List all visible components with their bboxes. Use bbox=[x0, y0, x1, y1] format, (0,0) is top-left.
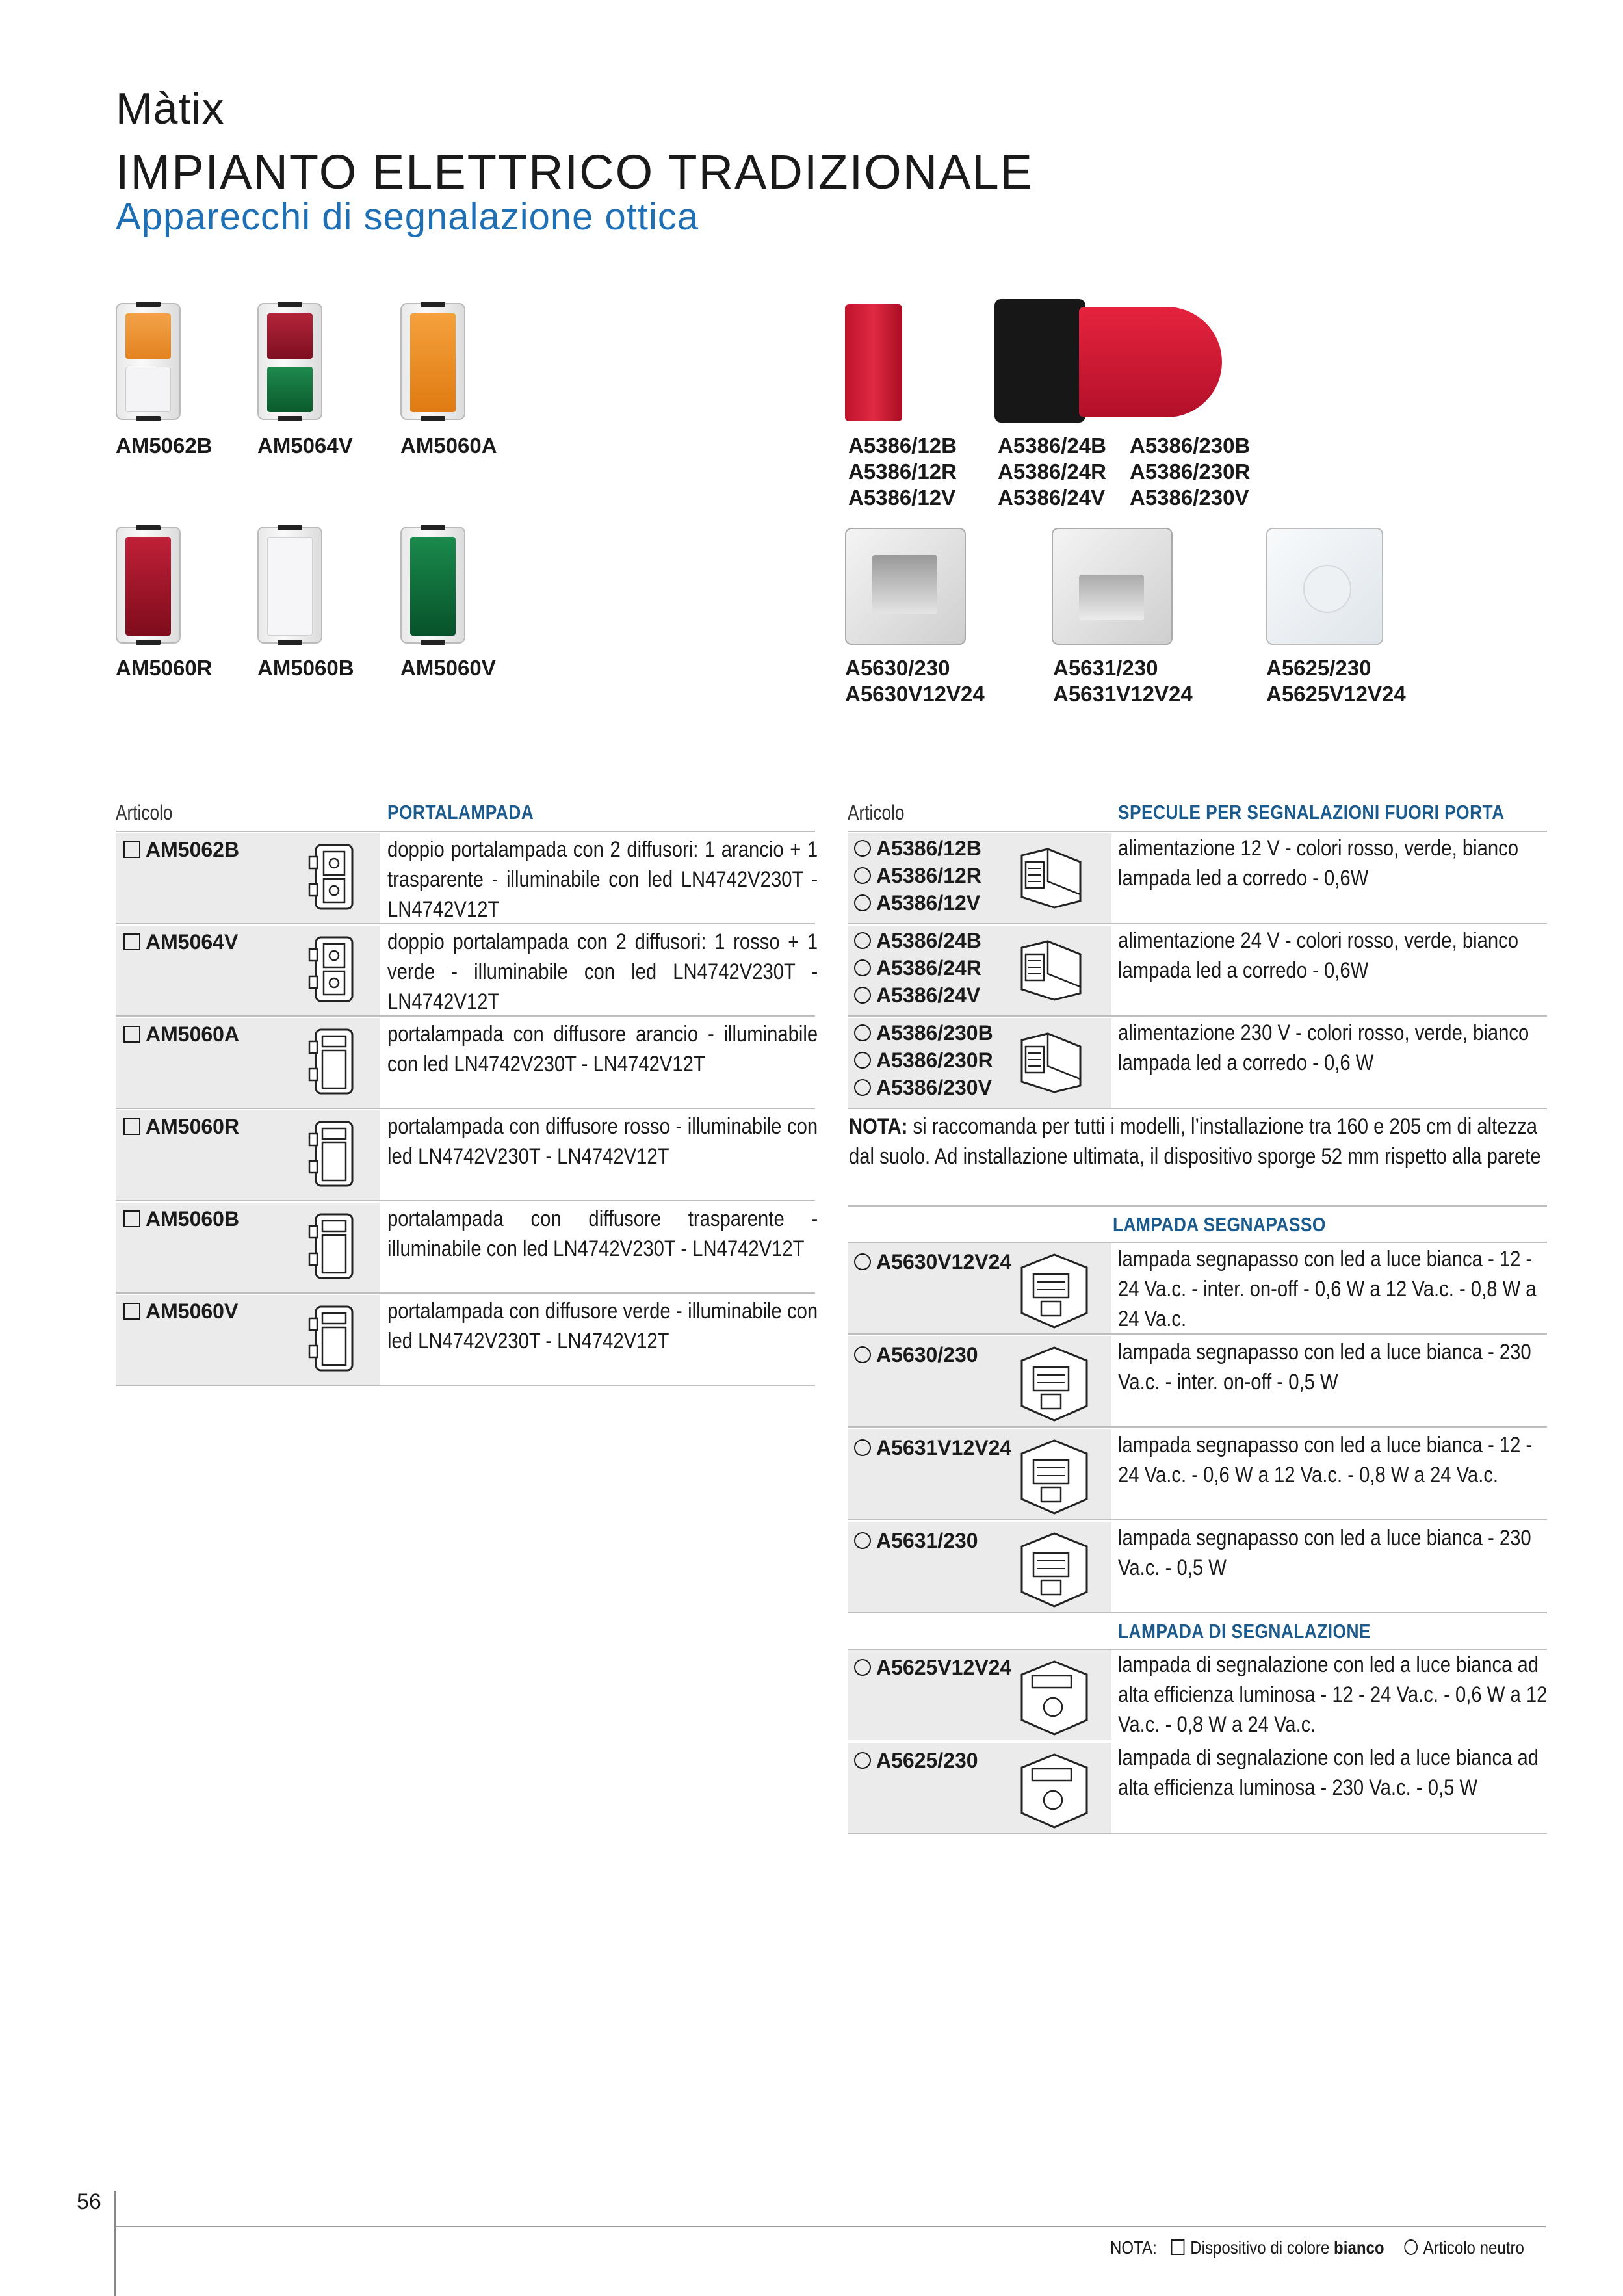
article-code-text: A5386/24V bbox=[876, 984, 981, 1007]
product-image-a5386-cap bbox=[1079, 307, 1222, 417]
device-drawing-icon bbox=[304, 1303, 363, 1377]
device-drawing-icon bbox=[1015, 1748, 1093, 1836]
article-code-text: AM5062B bbox=[146, 838, 240, 861]
column-label-articolo: Articolo bbox=[848, 801, 905, 824]
product-image-a5631 bbox=[1052, 528, 1173, 645]
product-image-am5060a bbox=[400, 303, 465, 420]
product-image-am5060r bbox=[116, 527, 181, 644]
article-description: portalampada con diffusore rosso - illuminabile con led LN4742V230T - LN4742V12T bbox=[387, 1114, 818, 1169]
gallery-code bbox=[845, 655, 985, 707]
gallery-code: AM5064V bbox=[257, 434, 353, 458]
article-code bbox=[854, 835, 981, 862]
circle-marker-icon bbox=[854, 1052, 871, 1069]
article-description: alimentazione 230 V - colori rosso, verde, bianco lampada led a corredo - 0,6 W bbox=[1118, 1021, 1529, 1075]
article-description: doppio portalampada con 2 diffusori: 1 rosso + 1 verde - illuminabile con led LN4742V230T - LN4742V12T bbox=[387, 930, 818, 1014]
article-description: lampada di segnalazione con led a luce bianca ad alta efficienza luminosa - 12 - 24 Va.c. - 0,6 W a 12 Va.c. - 0,8 W a 24 Va.c. bbox=[1118, 1652, 1548, 1737]
product-image-a5386-red bbox=[845, 304, 902, 421]
gallery-code bbox=[848, 433, 957, 511]
device-drawing-icon bbox=[1015, 1248, 1093, 1336]
gallery-code-line: A5630/230 bbox=[845, 656, 950, 680]
article-code-text: AM5060V bbox=[146, 1299, 239, 1323]
product-image-a5386-side bbox=[994, 299, 1085, 423]
row-rule bbox=[848, 923, 1547, 924]
gallery-code-line: A5625/230 bbox=[1266, 656, 1371, 680]
square-marker-icon bbox=[123, 933, 140, 950]
square-marker-icon bbox=[123, 1026, 140, 1043]
product-image-a5630 bbox=[845, 528, 966, 645]
circle-marker-icon bbox=[854, 1079, 871, 1096]
article-code-group bbox=[854, 927, 981, 1009]
gallery-code: AM5060V bbox=[400, 656, 496, 680]
circle-marker-icon bbox=[854, 1024, 871, 1041]
gallery-code: AM5060R bbox=[116, 656, 213, 680]
article-code bbox=[854, 927, 981, 954]
article-code-text: A5386/12R bbox=[876, 864, 981, 887]
article-description: lampada segnapasso con led a luce bianca - 230 Va.c. - inter. on-off - 0,5 W bbox=[1118, 1340, 1531, 1394]
row-rule bbox=[848, 1108, 1547, 1109]
device-drawing-icon bbox=[1015, 1341, 1093, 1429]
footer-white-device-bold: bianco bbox=[1334, 2237, 1384, 2258]
article-code-text: AM5060R bbox=[146, 1115, 240, 1138]
gallery-code-line: A5386/24R bbox=[998, 460, 1106, 484]
brand-title: Màtix bbox=[116, 84, 225, 133]
device-drawing-icon bbox=[304, 1026, 363, 1101]
article-code-text: A5630V12V24 bbox=[876, 1250, 1012, 1273]
table-rule bbox=[848, 1205, 1547, 1207]
article-code-text: A5631/230 bbox=[876, 1529, 978, 1552]
gallery-code-line: A5386/230B bbox=[1130, 434, 1251, 458]
page-number: 56 bbox=[77, 2189, 101, 2214]
article-code bbox=[123, 1298, 238, 1325]
row-rule bbox=[116, 1015, 815, 1017]
row-rule bbox=[848, 1833, 1547, 1834]
gallery-code bbox=[1053, 655, 1193, 707]
article-code bbox=[854, 889, 981, 917]
article-code-text: A5625/230 bbox=[876, 1749, 978, 1772]
footer-note-label: NOTA: bbox=[1110, 2237, 1157, 2258]
device-drawing-icon bbox=[1015, 842, 1087, 917]
article-code bbox=[123, 1113, 239, 1140]
article-description: lampada di segnalazione con led a luce bianca ad alta efficienza luminosa - 230 Va.c. - 0,5 W bbox=[1118, 1745, 1539, 1800]
article-code-text: A5386/230R bbox=[876, 1049, 993, 1072]
device-drawing-icon bbox=[1015, 935, 1087, 1010]
gallery-code-line: A5631/230 bbox=[1053, 656, 1158, 680]
footer-rule bbox=[116, 2226, 1546, 2227]
article-description: portalampada con diffusore arancio - illuminabile con led LN4742V230T - LN4742V12T bbox=[387, 1022, 818, 1076]
circle-marker-icon bbox=[854, 959, 871, 976]
article-code-text: A5625V12V24 bbox=[876, 1656, 1012, 1679]
article-description: lampada segnapasso con led a luce bianca - 12 - 24 Va.c. - inter. on-off - 0,6 W a 12 Va.c. - 0,8 W a 24 Va.c. bbox=[1118, 1247, 1537, 1331]
note-text: si raccomanda per tutti i modelli, l’installazione tra 160 e 205 cm di altezza dal suolo. Ad installazione ultimata, il dispositivo sporge 52 mm rispetto alla parete bbox=[849, 1114, 1541, 1169]
article-code bbox=[123, 1205, 239, 1233]
product-image-am5062b bbox=[116, 303, 181, 420]
article-code-text: AM5064V bbox=[146, 930, 239, 954]
circle-marker-icon bbox=[854, 867, 871, 884]
gallery-code-line: A5386/12R bbox=[848, 460, 957, 484]
article-code bbox=[854, 1434, 1011, 1461]
article-code-text: AM5060A bbox=[146, 1023, 240, 1046]
gallery-code-line: A5630V12V24 bbox=[845, 682, 985, 706]
gallery-code-line: A5631V12V24 bbox=[1053, 682, 1193, 706]
gallery-code: AM5062B bbox=[116, 434, 213, 458]
article-code bbox=[123, 928, 238, 956]
article-description: alimentazione 24 V - colori rosso, verde, bianco lampada led a corredo - 0,6W bbox=[1118, 928, 1518, 983]
article-code-text: A5386/12V bbox=[876, 891, 981, 915]
article-code-text: A5386/24R bbox=[876, 956, 981, 980]
article-code bbox=[854, 1527, 978, 1554]
device-drawing-icon bbox=[1015, 1527, 1093, 1615]
article-description: doppio portalampada con 2 diffusori: 1 arancio + 1 trasparente - illuminabile con led LN4742V230T - LN4742V12T bbox=[387, 837, 818, 922]
article-description: alimentazione 12 V - colori rosso, verde, bianco lampada led a corredo - 0,6W bbox=[1118, 836, 1518, 891]
circle-marker-icon bbox=[854, 840, 871, 857]
row-rule bbox=[116, 1200, 815, 1201]
circle-marker-icon bbox=[854, 987, 871, 1004]
article-code-text: A5386/24B bbox=[876, 929, 981, 952]
footer-neutral-label: Articolo neutro bbox=[1423, 2237, 1524, 2258]
product-image-am5060v bbox=[400, 527, 465, 644]
article-code-text: A5386/230B bbox=[876, 1021, 993, 1045]
article-code bbox=[854, 1019, 993, 1047]
article-description: portalampada con diffusore trasparente - illuminabile con led LN4742V230T - LN4742V12T bbox=[387, 1207, 818, 1261]
device-drawing-icon bbox=[1015, 1655, 1093, 1743]
article-description: lampada segnapasso con led a luce bianca - 12 - 24 Va.c. - 0,6 W a 12 Va.c. - 0,8 W a 24 Va.c. bbox=[1118, 1433, 1533, 1487]
square-marker-icon bbox=[123, 1210, 140, 1227]
gallery-code: AM5060A bbox=[400, 434, 497, 458]
circle-marker-icon bbox=[854, 1346, 871, 1363]
device-drawing-icon bbox=[304, 1210, 363, 1285]
article-code bbox=[854, 862, 981, 889]
row-rule bbox=[848, 1426, 1547, 1428]
article-code bbox=[123, 1021, 239, 1048]
article-code-text: A5386/230V bbox=[876, 1076, 992, 1099]
gallery-code-line: A5386/230R bbox=[1130, 460, 1251, 484]
row-rule bbox=[116, 1385, 815, 1386]
article-code-text: A5630/230 bbox=[876, 1343, 978, 1366]
article-code bbox=[854, 1747, 978, 1774]
square-marker-icon bbox=[1171, 2239, 1185, 2255]
circle-marker-icon bbox=[854, 1439, 871, 1456]
gallery-code-line: A5386/230V bbox=[1130, 486, 1249, 510]
page-subtitle: Apparecchi di segnalazione ottica bbox=[116, 196, 699, 238]
article-code bbox=[854, 954, 981, 982]
gallery-code bbox=[1130, 433, 1250, 511]
device-drawing-icon bbox=[304, 1118, 363, 1193]
section-title-segnapasso: LAMPADA SEGNAPASSO bbox=[1113, 1213, 1326, 1236]
article-code-group bbox=[854, 835, 981, 917]
table-rule bbox=[116, 831, 815, 832]
article-code bbox=[123, 836, 239, 863]
table-rule bbox=[848, 831, 1547, 832]
product-image-am5060b bbox=[257, 527, 322, 644]
article-code-text: A5386/12B bbox=[876, 837, 981, 860]
gallery-code bbox=[1266, 655, 1406, 707]
square-marker-icon bbox=[123, 841, 140, 858]
circle-marker-icon bbox=[854, 1752, 871, 1769]
gallery-code-line: A5386/12B bbox=[848, 434, 957, 458]
product-image-a5625 bbox=[1266, 528, 1383, 645]
article-code-text: AM5060B bbox=[146, 1207, 240, 1231]
section-title-specule: SPECULE PER SEGNALAZIONI FUORI PORTA bbox=[1118, 801, 1505, 824]
device-drawing-icon bbox=[304, 933, 363, 1008]
row-rule bbox=[116, 1108, 815, 1109]
article-code bbox=[854, 1654, 1011, 1681]
circle-marker-icon bbox=[854, 894, 871, 911]
article-code bbox=[854, 1248, 1011, 1275]
article-description: portalampada con diffusore verde - illuminabile con led LN4742V230T - LN4742V12T bbox=[387, 1299, 818, 1353]
row-rule bbox=[848, 1015, 1547, 1017]
footer-divider-vertical bbox=[114, 2191, 116, 2296]
gallery-code-line: A5386/24V bbox=[998, 486, 1106, 510]
circle-marker-icon bbox=[854, 932, 871, 949]
article-code bbox=[854, 1341, 978, 1368]
gallery-code-line: A5386/24B bbox=[998, 434, 1106, 458]
page-title: IMPIANTO ELETTRICO TRADIZIONALE bbox=[116, 145, 1034, 199]
article-code bbox=[854, 982, 981, 1009]
section-title-segnalazione: LAMPADA DI SEGNALAZIONE bbox=[1118, 1620, 1371, 1643]
square-marker-icon bbox=[123, 1118, 140, 1135]
square-marker-icon bbox=[123, 1303, 140, 1320]
row-rule bbox=[848, 1333, 1547, 1335]
device-drawing-icon bbox=[1015, 1027, 1087, 1102]
installation-note bbox=[849, 1112, 1548, 1171]
article-code-text: A5631V12V24 bbox=[876, 1436, 1012, 1459]
circle-marker-icon bbox=[854, 1532, 871, 1549]
circle-marker-icon bbox=[854, 1253, 871, 1270]
circle-marker-icon bbox=[1404, 2239, 1418, 2255]
article-description: lampada segnapasso con led a luce bianca - 230 Va.c. - 0,5 W bbox=[1118, 1526, 1531, 1580]
section-title-portalampada: PORTALAMPADA bbox=[387, 801, 534, 824]
gallery-code: AM5060B bbox=[257, 656, 354, 680]
footer-white-device-prefix: Dispositivo di colore bbox=[1190, 2237, 1334, 2258]
circle-marker-icon bbox=[854, 1659, 871, 1676]
device-drawing-icon bbox=[1015, 1434, 1093, 1522]
gallery-code bbox=[998, 433, 1106, 511]
note-label: NOTA: bbox=[849, 1114, 908, 1139]
article-code bbox=[854, 1074, 993, 1101]
row-rule bbox=[116, 1292, 815, 1294]
row-rule bbox=[116, 923, 815, 924]
article-code-group bbox=[854, 1019, 993, 1101]
product-image-am5064v bbox=[257, 303, 322, 420]
gallery-code-line: A5625V12V24 bbox=[1266, 682, 1406, 706]
gallery-code-line: A5386/12V bbox=[848, 486, 956, 510]
row-rule bbox=[848, 1519, 1547, 1520]
article-code bbox=[854, 1047, 993, 1074]
device-drawing-icon bbox=[304, 841, 363, 916]
footer-legend bbox=[1110, 2237, 1524, 2258]
row-rule bbox=[848, 1612, 1547, 1613]
column-label-articolo: Articolo bbox=[116, 801, 173, 824]
